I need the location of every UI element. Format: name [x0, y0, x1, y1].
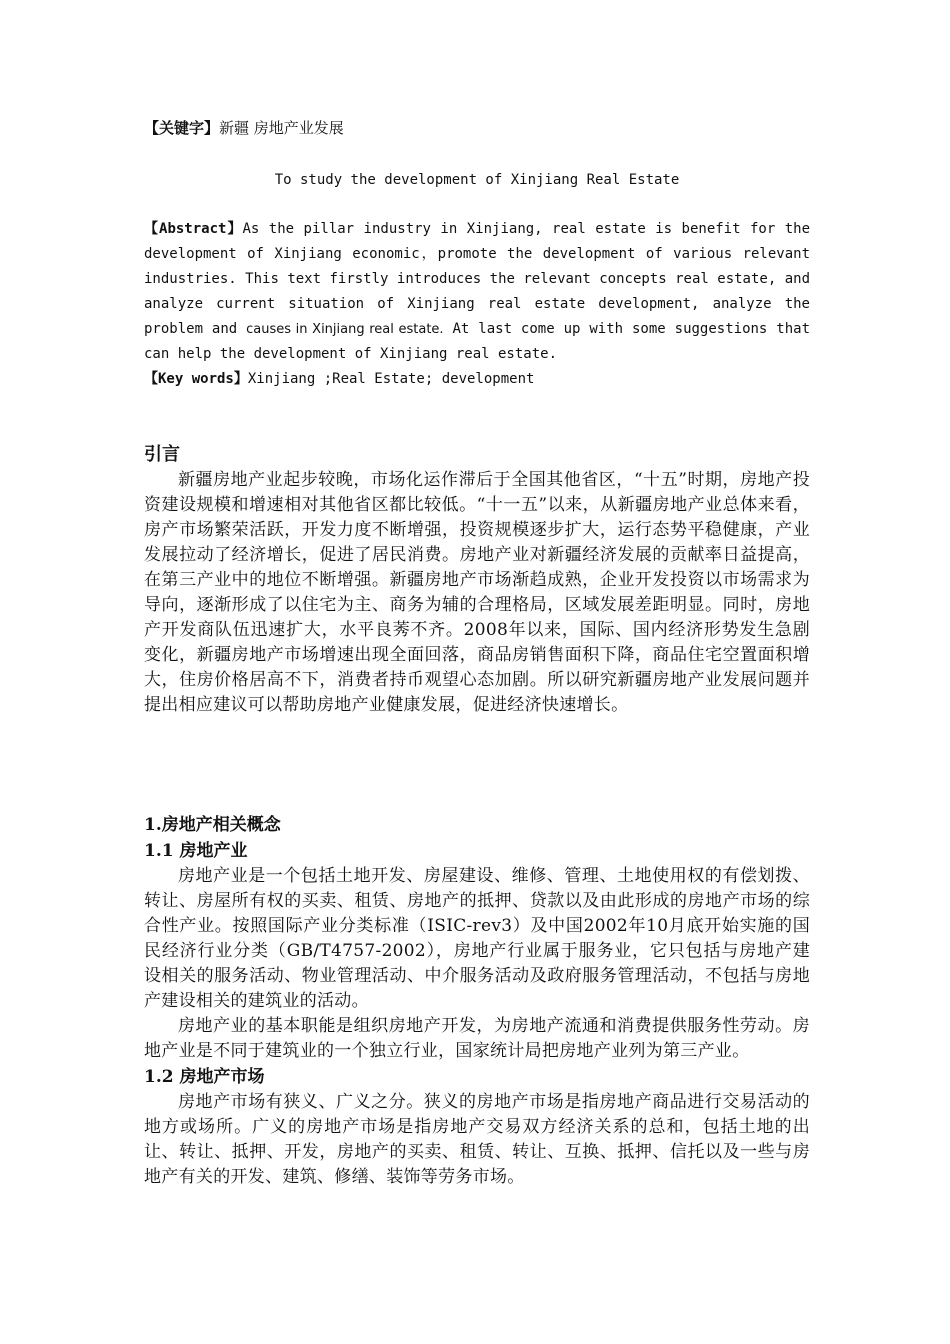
- keywords-cn-text: 新疆 房地产业发展: [219, 119, 344, 137]
- abstract: [144, 217, 810, 367]
- section-1-heading: 1.房地产相关概念: [144, 815, 281, 835]
- section-1-2-heading: 1.2 房地产市场: [144, 1067, 265, 1087]
- section-1-1-paragraph-1: 房地产业是一个包括土地开发、房屋建设、维修、管理、土地使用权的有偿划拨、转让、房屋所有权的买卖、租赁、房地产的抵押、贷款以及由此形成的房地产市场的综合性产业。按照国际产业分类标准（ISIC-rev3）及中国2002年10月底开始实施的国民经济行业分类（GB/T4757-2002），房地产行业属于服务业，它只包括与房地产建设相关的服务活动、物业管理活动、中介服务活动及政府服务管理活动，不包括与房地产建设相关的建筑业的活动。: [144, 866, 810, 1011]
- keywords-cn-label: 【关键字】: [144, 119, 220, 137]
- english-title: To study the development of Xinjiang Real Estate: [274, 172, 680, 188]
- keywords-en-label: 【Key words】: [144, 371, 248, 387]
- intro-paragraph: 新疆房地产业起步较晚，市场化运作滞后于全国其他省区，“十五”时期，房地产投资建设规模和增速相对其他省区都比较低。“十一五”以来，从新疆房地产业总体来看，房产市场繁荣活跃，开发力度不断增强，投资规模逐步扩大，运行态势平稳健康，产业发展拉动了经济增长，促进了居民消费。房地产业对新疆经济发展的贡献率日益提高，在第三产业中的地位不断增强。新疆房地产市场渐趋成熟，企业开发投资以市场需求为导向，逐渐形成了以住宅为主、商务为辅的合理格局，区域发展差距明显。同时，房地产开发商队伍迅速扩大，水平良莠不齐。2008年以来，国际、国内经济形势发生急剧变化，新疆房地产市场增速出现全面回落，商品房销售面积下降，商品住宅空置面积增大，住房价格居高不下，消费者持币观望心态加剧。所以研究新疆房地产业发展问题并提出相应建议可以帮助房地产业健康发展，促进经济快速增长。: [144, 470, 810, 715]
- abstract-label: 【Abstract】: [144, 221, 243, 237]
- abstract-text-part2: causes in Xinjiang real estate.: [246, 322, 444, 337]
- document-page: [144, 116, 810, 1190]
- abstract-text-part1: As the pillar industry in Xinjiang, real estate is benefit for the development of Xinjiang economic，promote the development of various relevant industries. This text firstly introduces the relevant concepts real estate, and analyze current situation of Xinjiang real estate development, analyze the problem and: [144, 221, 811, 337]
- section-1-1-paragraph-2: 房地产业的基本职能是组织房地产开发，为房地产流通和消费提供服务性劳动。房地产业是不同于建筑业的一个独立行业，国家统计局把房地产业列为第三产业。: [144, 1016, 810, 1061]
- keywords-cn: [144, 116, 810, 140]
- intro-heading: 引言: [144, 444, 180, 465]
- keywords-en-text: Xinjiang ;Real Estate; development: [247, 371, 535, 387]
- section-1-1-heading: 1.1 房地产业: [144, 841, 248, 861]
- section-1-2-paragraph-1: 房地产市场有狭义、广义之分。狭义的房地产市场是指房地产商品进行交易活动的地方或场所。广义的房地产市场是指房地产交易双方经济关系的总和，包括土地的出让、转让、抵押、开发，房地产的买卖、租赁、转让、互换、抵押、信托以及一些与房地产有关的开发、建筑、修缮、装饰等劳务市场。: [144, 1092, 810, 1187]
- abstract-text-part3: At last come up with some suggestions that can help the development of Xinjiang real estate.: [144, 321, 811, 362]
- keywords-en: [144, 367, 810, 392]
